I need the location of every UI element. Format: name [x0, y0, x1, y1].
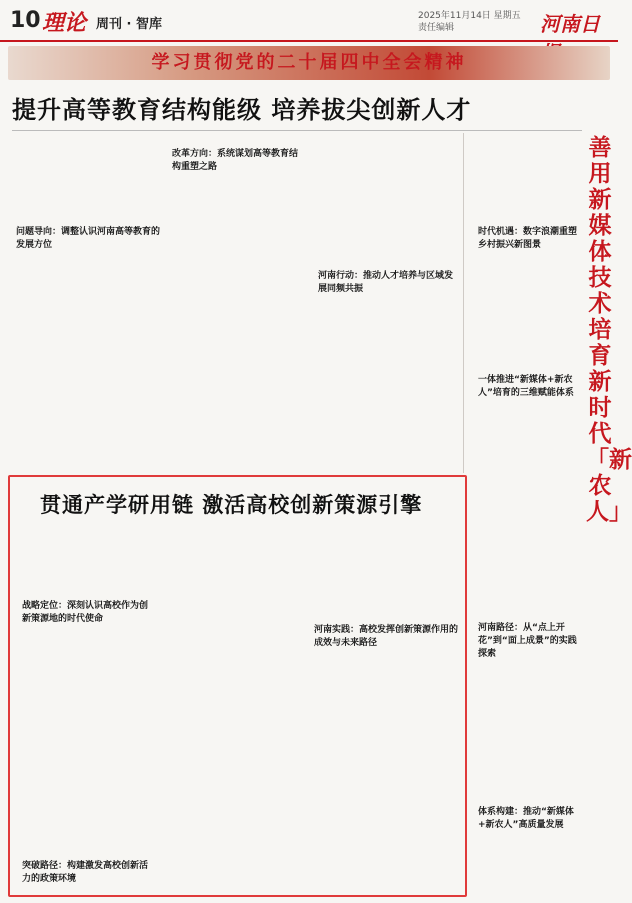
column-divider	[463, 133, 464, 473]
article3-subhead-3: 河南路径：从“点上开花”到“面上成景”的实践探索	[476, 620, 582, 659]
date-line: 2025年11月14日 星期五	[418, 11, 521, 21]
editor-line: 责任编辑	[418, 23, 455, 33]
header-info	[418, 10, 521, 34]
section-subtitle: 周刊 · 智库	[96, 17, 162, 32]
article1-headline: 提升高等教育结构能级 培养拔尖创新人才	[12, 96, 472, 124]
article3-subhead-2: 一体推进“新媒体+新农人”培育的三维赋能体系	[476, 372, 582, 398]
topic-banner	[8, 46, 610, 80]
article2-subhead-2: 突破路径：构建激发高校创新活力的政策环境	[20, 858, 156, 884]
article1-subhead-1: 问题导向：调整认识河南高等教育的发展方位	[14, 224, 162, 250]
article3-vertical-headline: 善用新媒体技术 培育新时代「新农人」	[586, 135, 632, 525]
article1-column-3	[314, 146, 457, 468]
article1-column-1	[12, 146, 162, 468]
banner-title: 学习贯彻党的二十届四中全会精神	[151, 52, 467, 73]
article2-column-3	[310, 528, 460, 888]
article2-subhead-3: 河南实践：高校发挥创新策源作用的成效与未来路径	[312, 622, 460, 648]
article2-column-2	[162, 528, 304, 888]
article1-subhead-3: 河南行动：推动人才培养与区域发展同频共振	[316, 268, 457, 294]
article2-column-1	[18, 528, 156, 888]
masthead	[0, 0, 618, 42]
article3-column	[474, 136, 582, 897]
article2-headline: 贯通产学研用链 激活高校创新策源引擎	[40, 493, 423, 517]
article1-subhead-2: 改革方向：系统谋划高等教育结构重塑之路	[170, 146, 308, 172]
article1-column-2	[168, 146, 308, 468]
page-number: 10	[10, 8, 41, 33]
article3-subhead-1: 时代机遇：数字浪潮重塑乡村振兴新图景	[476, 224, 582, 250]
article3-subhead-4: 体系构建：推动“新媒体+新农人”高质量发展	[476, 804, 582, 830]
section-title: 理论	[42, 11, 87, 36]
article2-subhead-1: 战略定位：深刻认识高校作为创新策源地的时代使命	[20, 598, 156, 624]
divider	[12, 130, 582, 131]
paper-logo: 河南日	[540, 12, 600, 36]
